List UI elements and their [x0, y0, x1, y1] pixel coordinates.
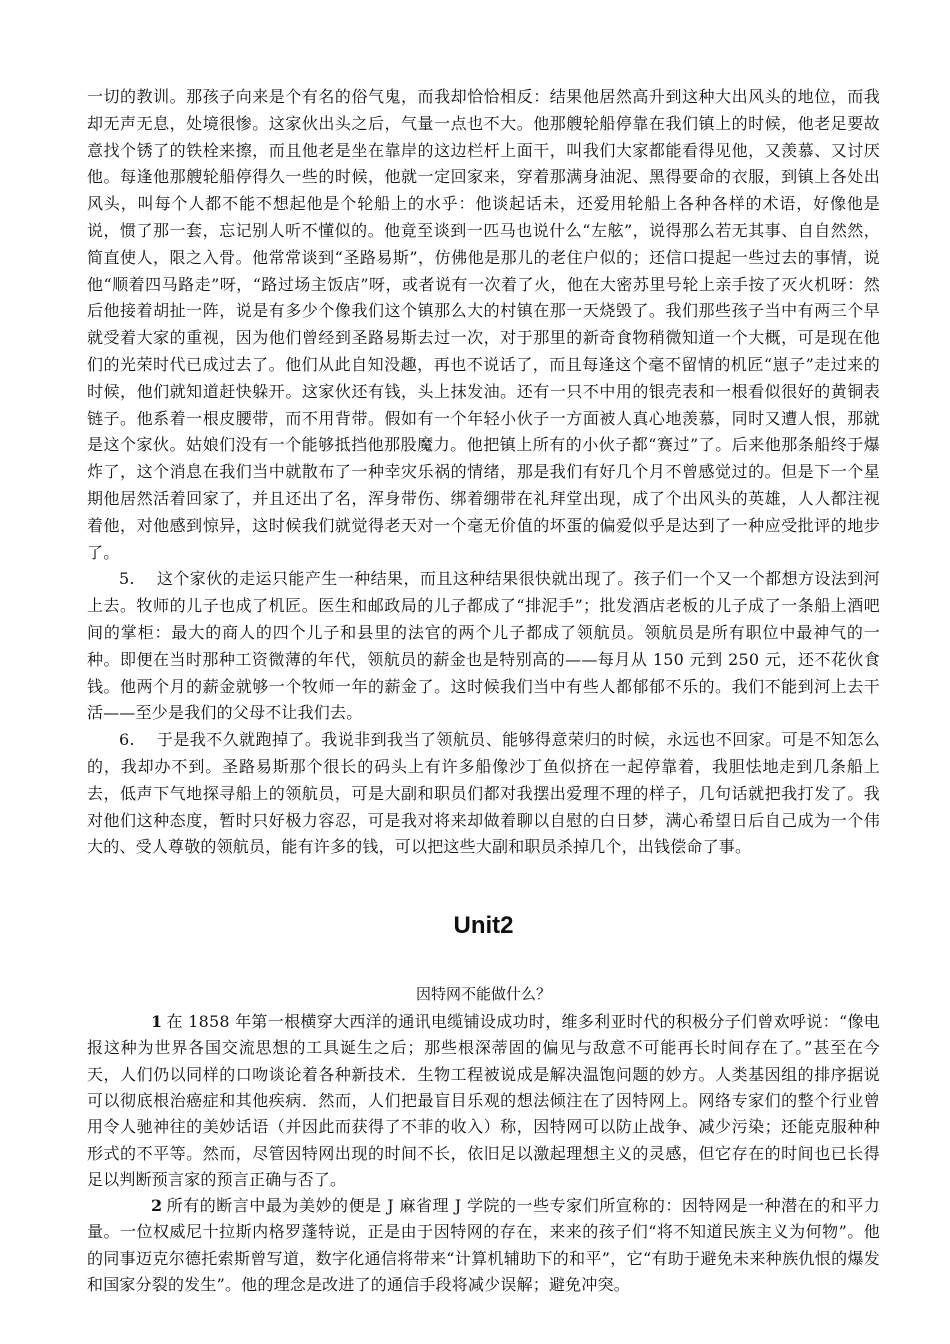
paragraph-text: 在 1858 年第一根横穿大西洋的通讯电缆铺设成功时，维多利亚时代的积极分子们曾欢呼说：“像电报这种为世界各国交流思想的工具诞生之后；那些根深蒂固的偏见与敌意不可能再长时间存在了。”甚至在今天，人们仍以同样的口吻谈论着各种新技术．生物工程被说成是解决温饱问题的妙方。人类基因组的排序据说可以彻底根治癌症和其他疾病．然而，人们把最盲目乐观的想法倾注在了因特网上。网络专家们的整个行业曾用令人驰神往的美妙话语（并因此而获得了不菲的收入）称，因特网可以防止战争、减少污染；还能克服种种形式的不平等。然而，尽管因特网出现的时间不长，依旧足以激起理想主义的灵感，但它存在的时间也已长得足以判断预言家的预言正确与否了。	[87, 1012, 880, 1189]
paragraph-6	[87, 727, 880, 861]
article-title: 因特网不能做什么？	[415, 985, 551, 1004]
unit-heading: Unit2	[453, 912, 514, 940]
paragraph-text: 所有的断言中最为美妙的便是 J 麻省理 J 学院的一些专家们所宣称的：因特网是一种潜在的和平力量。一位权威尼十拉斯内格罗蓬特说，正是由于因特网的存在，来来的孩子们“将不知道民族主义为何物”。他的同事迈克尔德托索斯曾写道，数字化通信将带来“计算机辅助下的和平”，它“有助于避免未来种族仇恨的爆发和国家分裂的发生”。他的理念是改进了的通信手段将减少误解；避免冲突。	[87, 1196, 880, 1295]
paragraph-4-continued: 一切的教训。那孩子向来是个有名的俗气鬼，而我却恰恰相反：结果他居然高升到这种大出风头的地位，而我却无声无息，处境很惨。这家伙出头之后，气量一点也不大。他那艘轮船停靠在我们镇上的时候，他老足要故意找个锈了的铁栓来擦，而且他老是坐在靠岸的这边栏杆上面干，叫我们大家都能看得见他，又羡慕、又讨厌他。每逢他那艘轮船停得久一些的时候，他就一定回家来，穿着那满身油泥、黑得要命的衣服，到镇上各处出风头，叫每个人都不能不想起他是个轮船上的水乎：他谈起话未，还爱用轮船上各种各样的术语，好像他是说，惯了那一套，忘记别人听不懂似的。他竟至谈到一匹马也说什么“左舷”，说得那么若无其事、自自然然，简直使人，限之入骨。他常常谈到“圣路易斯”，仿佛他是那儿的老住户似的；还信口提起一些过去的事情，说他“顺着四马路走”呀，“路过场主饭店”呀，或者说有一次着了火，他在大密苏里号轮上亲手按了灭火机呀：然后他接着胡扯一阵，说是有多少个像我们这个镇那么大的村镇在那一天烧毁了。我们那些孩子当中有两三个早就受着大家的重视，因为他们曾经到圣路易斯去过一次，对于那里的新奇食物稍微知道一个大概，可是现在他们的光荣时代已成过去了。他们从此自知没趣，再也不说话了，而且每逢这个毫不留情的机匠“崽子”走过来的时候，他们就知道赶快躲开。这家伙还有钱，头上抹发油。还有一只不中用的银壳表和一根看似很好的黄铜表链子。他系着一根皮腰带，而不用背带。假如有一个年轻小伙子一方面被人真心地羡慕，同时又遭人恨，那就是这个家伙。姑娘们没有一个能够抵挡他那股魔力。他把镇上所有的小伙子都“赛过”了。后来他那条船终于爆炸了，这个消息在我们当中就散布了一种幸灾乐祸的情绪，那是我们有好几个月不曾感觉过的。但是下一个星期他居然活着回家了，并且还出了名，浑身带伤、绑着绷带在礼拜堂出现，成了个出风头的英雄，人人都注视着他，对他感到惊异，这时候我们就觉得老天对一个毫无价值的坏蛋的偏爱似乎是达到了一种应受批评的地步了。	[87, 87, 880, 562]
paragraph-text: 于是我不久就跑掉了。我说非到我当了领航员、能够得意荣归的时候，永远也不回家。可是不知怎么的，我却办不到。圣路易斯那个很长的码头上有许多船像沙丁鱼似挤在一起停靠着，我胆怯地走到几条船上去，低声下气地探寻船上的领航员，可是大副和职员们都对我摆出爱理不理的样子，几句话就把我打发了。我对他们这种态度，暂时只好极力容忍，可是我对将来却做着聊以自慰的白日梦，满心希望日后自己成为一个伟大的、受人尊敬的领航员，能有许多的钱，可以把这些大副和职员杀掉几个，出钱偿命了事。	[87, 730, 880, 857]
paragraph-number: 5.	[119, 569, 135, 589]
paragraph-number: 6.	[119, 730, 135, 750]
unit2-paragraph-2	[87, 1193, 880, 1298]
paragraph-5	[87, 566, 880, 727]
paragraph-number: 1	[151, 1012, 163, 1032]
unit2-paragraph-1	[87, 1009, 880, 1193]
paragraph-text: 这个家伙的走运只能产生一种结果，而且这种结果很快就出现了。孩子们一个又一个都想方设法到河上去。牧师的儿子也成了机匠。医生和邮政局的儿子都成了“排泥手”；批发酒店老板的儿子成了一条船上酒吧间的掌柜：最大的商人的四个儿子和县里的法官的两个儿子都成了领航员。领航员是所有职位中最神气的一种。即便在当时那种工资微薄的年代，领航员的薪金也是特别高的——每月从 150 元到 250 元，还不花伙食钱。他两个月的薪金就够一个牧师一年的薪金了。这时候我们当中有些人都郁郁不乐的。我们不能到河上去干活——至少是我们的父母不让我们去。	[87, 569, 880, 723]
paragraph-number: 2	[151, 1196, 163, 1216]
